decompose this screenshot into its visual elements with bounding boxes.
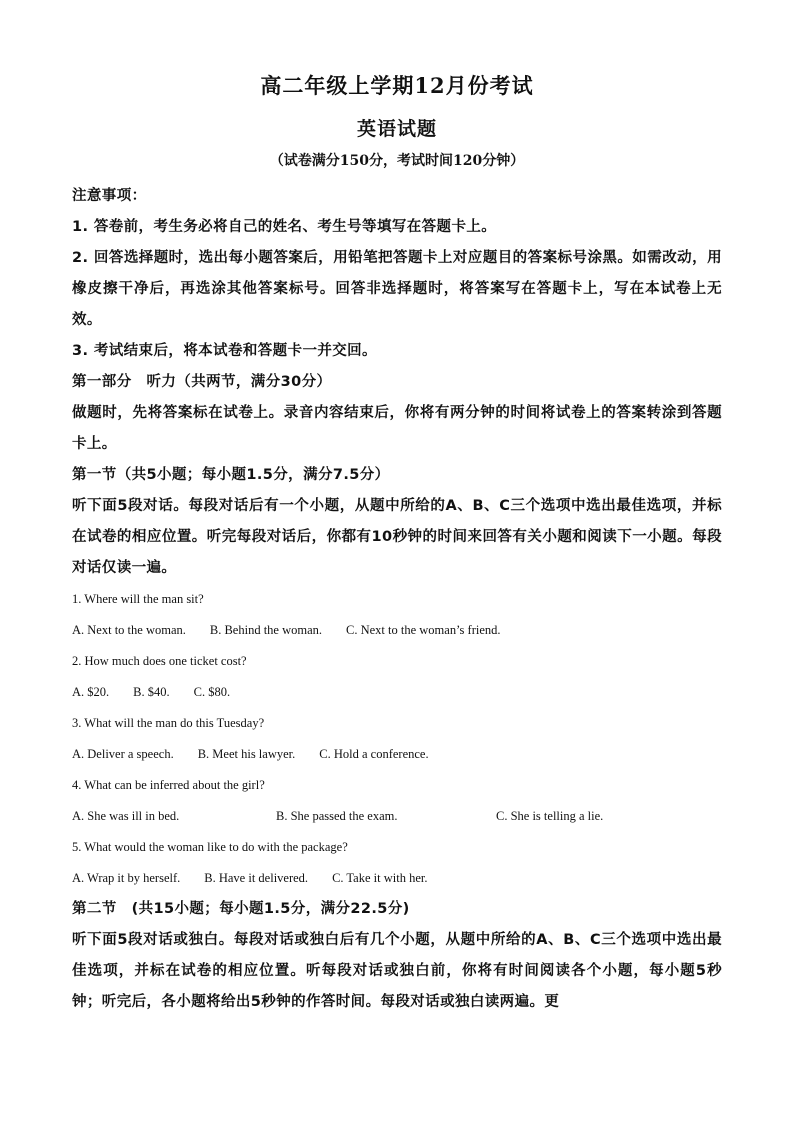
option-a: A. Next to the woman. [72,623,186,637]
part1-instruction: 做题时，先将答案标在试卷上。录音内容结束后，你将有两分钟的时间将试卷上的答案转涂到答题卡上。 [72,405,722,452]
exam-subject: 英语试题 [356,118,437,140]
exam-body [72,181,722,1018]
option-b: B. Have it delivered. [204,871,309,885]
option-b: B. $40. [133,685,170,699]
exam-title: 高二年级上学期12月份考试 [260,73,534,98]
option-c: C. Take it with her. [332,871,428,885]
part1-heading: 第一部分 听力（共两节，满分30分） [72,374,332,390]
option-c: C. Next to the woman’s friend. [346,623,501,637]
question-1: 1. Where will the man sit? [72,592,204,606]
question-1-options [72,615,722,646]
option-a: A. Deliver a speech. [72,747,174,761]
notice-item-2: 2. 回答选择题时，选出每小题答案后，用铅笔把答题卡上对应题目的答案标号涂黑。如需改动，用橡皮擦干净后，再选涂其他答案标号。回答非选择题时，将答案写在答题卡上，写在本试卷上无效。 [72,250,722,328]
option-a: A. She was ill in bed. [72,809,180,823]
question-4-options [72,801,722,832]
section1-instruction: 听下面5段对话。每段对话后有一个小题，从题中所给的A、B、C三个选项中选出最佳选项，并标在试卷的相应位置。听完每段对话后，你都有10秒钟的时间来回答有关小题和阅读下一小题。每段对话仅读一遍。 [72,498,722,576]
option-a: A. Wrap it by herself. [72,871,181,885]
exam-duration-note: （试卷满分150分，考试时间120分钟） [269,153,525,169]
section2-heading: 第二节 (共15小题；每小题1.5分，满分22.5分) [72,901,410,917]
option-b: B. Meet his lawyer. [197,747,296,761]
question-2: 2. How much does one ticket cost? [72,654,247,668]
section1-heading: 第一节（共5小题；每小题1.5分，满分7.5分） [72,467,390,483]
question-2-options [72,677,722,708]
question-5: 5. What would the woman like to do with the package? [72,840,348,854]
option-c: C. She is telling a lie. [496,809,604,823]
notice-item-1: 1. 答卷前，考生务必将自己的姓名、考生号等填写在答题卡上。 [72,219,497,235]
option-c: C. Hold a conference. [319,747,429,761]
question-3-options [72,739,722,770]
question-4: 4. What can be inferred about the girl? [72,778,265,792]
option-b: B. Behind the woman. [209,623,323,637]
notice-item-3: 3. 考试结束后，将本试卷和答题卡一并交回。 [72,343,377,359]
option-b: B. She passed the exam. [276,809,398,823]
notices-heading: 注意事项： [72,188,147,204]
option-a: A. $20. [72,685,110,699]
section2-instruction: 听下面5段对话或独白。每段对话或独白后有几个小题，从题中所给的A、B、C三个选项中选出最佳选项，并标在试卷的相应位置。听每段对话或独白前，你将有时间阅读各个小题，每小题5秒钟；听完后，各小题将给出5秒钟的作答时间。每段对话或独白读两遍。更 [72,932,722,1010]
option-c: C. $80. [193,685,231,699]
question-3: 3. What will the man do this Tuesday? [72,716,265,730]
question-5-options [72,863,722,894]
